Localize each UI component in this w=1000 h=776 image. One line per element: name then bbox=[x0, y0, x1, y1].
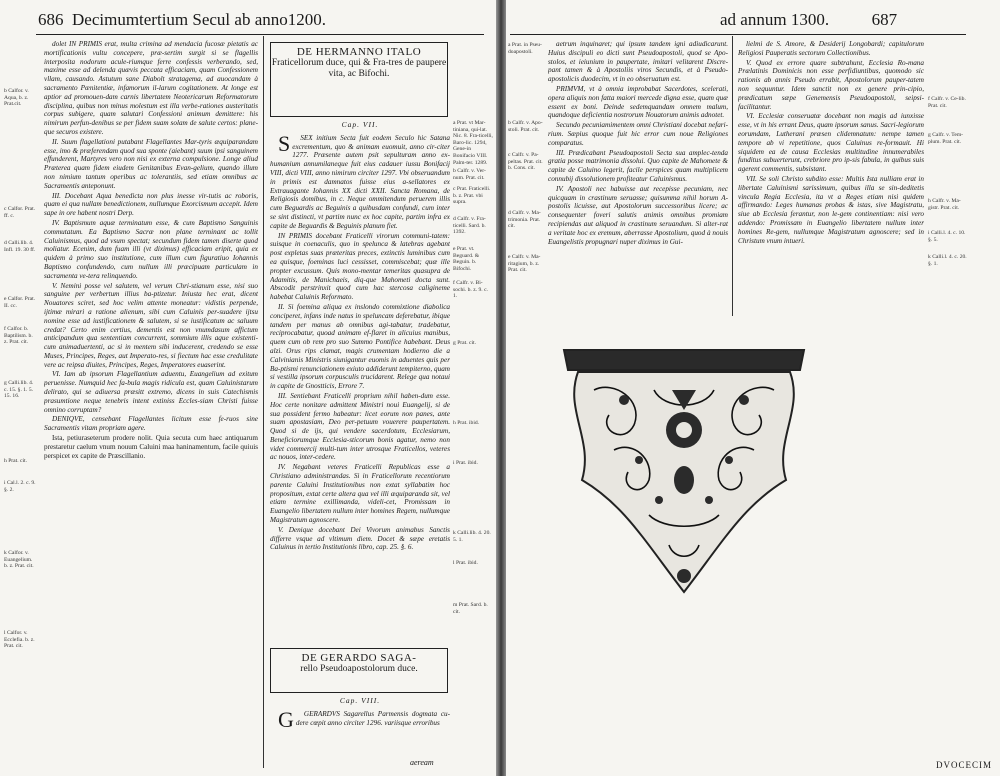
paragraph: III. Sentiebant Fraticelli proprium nihil haben-dum esse. Hoc certe nonitare admittent Ministri noui Euangelij, si de sua possident fermo habeatur: licet eorum non panes, ante suam apostasiam, Deo per-petuum vouerere paupertatem. Quod si de ijs, qui vendere sacerdotum, Ecclesiarum, Beneficiorumque Ecclesia-sticorum bonis agatur, nemo non videt commercij multi-tum inter utrosque Fraticellos, veteres ac nouos, inter-cedere. bbox=[270, 391, 450, 462]
paragraph: V. Nemini posse vel salutem, vel verum Chri-stianum esse, nisi suo sanguine per verbertum illius ba-ptizetur. Iniusta hec erat, dicent Nouatores sciret, sed hoc velim attente moneatur: vidistis perpende, ijtimæ mirari a ratione alienum, sibi cum Caluinis per-suadere ijtsu nomine esse ad iustificationem & salutem, si se iustificatum ac saluum credat? Certo enim certius, dementis est non vnumdasum affictum anticipandum qua sententiam concurrent, sommium illis aque existenti-cum animaduertenti, ac si in mentem sibi inducerent, credendo se esse Muses, Principes, Reges, aut Imperato-res, si fiectum hac esse credulitate vere ac reipsa diuites, Principes, Reges, Imperatores euaserint. bbox=[44, 281, 258, 369]
signature-mark: DVOCECIM bbox=[936, 760, 993, 770]
margin-note: h Calfr. v. Ma-gistr. Prat. cit. bbox=[928, 198, 961, 211]
catchword: aeream bbox=[410, 758, 434, 767]
heading-subline: rello Pseudoapostolorum duce. bbox=[300, 664, 418, 674]
paragraph: IV. Baptismum aquæ terminatum esse, & cum Baptismo Sanguinis commutatum. Ea Baptismo Sacræ non plane terminant ac tollit Caluinismus, quod ad vsum spectat; secundum fidem tamen diserte quod moliatur. Ecenim, dum fuam illi (vt diximus) efficaciam eripit, quia ex quidem à primo suo institutione, cum illum cum figuratiuo Iohannis Baptismo confundendo, cum nullum illi præcipuam particulam in sacramenta ve-tera relinquendo. bbox=[44, 218, 258, 280]
margin-note: a Prat. in Pseu-doapostoli. bbox=[508, 42, 542, 55]
left-page bbox=[0, 0, 496, 776]
left-column-1 bbox=[44, 40, 258, 768]
left-col2-margin bbox=[453, 120, 493, 640]
margin-note: b Calfr. v. Apo-stoli. Prat. cit. bbox=[508, 120, 543, 133]
margin-note: c Calfor. Prat. ff. c. bbox=[4, 206, 36, 219]
paragraph: V. Denique docebant Dei Vivorum animabus Sanctis differre vsque ad vltimum diem. Docet & sæpe eretatis Caluinus in tertio Institutionis libro, cap. 25. §. 6. bbox=[270, 525, 450, 552]
paragraph: IN PRIMIS docebant Fraticelli virorum communi-tatem: suisque in coenaculis, quo in spelunca & latebras agebant post expletas suas præteritas preces, extinctis luminibus cum ea quisque, foeminas luci cessisset, commiscebat; quæ ille propter excussum. Quis mono-mentar temeritas quasupra de Adamitis, de Manichaeis, diq-que Mahometi docta sunt. Abscodit perstrinxit quod cum hac stercosa caligineme habebat Caluinis Reformato. bbox=[270, 231, 450, 302]
heading-line: DE GERARDO SAGA- bbox=[301, 652, 417, 664]
paragraph: VII. Se soli Christo subdito esse: Multis Ista nulliam erat in libertate Caluinismi sarissimum, quibus illa se sin-deditetis vincula Regia Ecclesia, ita vt a Reges etiam nisi quidem affirmando: Leges humanas probas & istas, sive Magistratu, siue ab Ecclesia ferantur, non le-gem continentiam: nisi vero addendo: Promissam in Euangelio libertatem nullum inter homines Re-gem, nullumque Magistratum agnoscere; sed in Christum vnum intueri. bbox=[738, 174, 924, 245]
right-page-number: 687 bbox=[871, 10, 898, 29]
margin-note: d Calfr. v. Fra-ticelli. Sard. b. 1392. bbox=[453, 216, 486, 236]
margin-note: g Prat. cit. bbox=[453, 340, 476, 346]
left-page-number: 686 bbox=[38, 10, 64, 29]
chapter-heading-gerardo bbox=[270, 648, 448, 693]
paragraph: DENIQVE, censebant Flagellantes licitum esse fe-ruos sine Sacramentis vitam propriam agere. bbox=[44, 415, 258, 433]
left-col1-margin bbox=[4, 40, 40, 760]
margin-note: i Calli.l. 4. c. 10. §. 5. bbox=[928, 230, 966, 243]
margin-note: l Prat. ibid. bbox=[453, 560, 478, 566]
left-column-2-bottom bbox=[270, 694, 450, 756]
tailpiece-ornament bbox=[554, 330, 814, 600]
drop-cap: G bbox=[278, 706, 294, 732]
right-col2-margin bbox=[928, 40, 968, 320]
paragraph: III. Prædicabant Pseudoapostoli Secta sua amplec-tenda gratia posse matrimonia dissolui. Quo capite de Mahomete & capite de Caluino legerit, facile perspices quam multiplicem connubij dissolutionem profiteatur Caluinismus. bbox=[548, 148, 728, 183]
margin-note: c Prat. Fraticelli. b. z. Prat. vbi supra. bbox=[453, 186, 491, 206]
margin-note: k Calli.l. 4. c. 20. §. 1. bbox=[928, 254, 967, 267]
margin-note: k Calli.lib. 4. 20. 5. 1. bbox=[453, 530, 491, 543]
margin-note: e Calfr. v. Ma-ritagium, b. z. Prat. cit. bbox=[508, 254, 541, 274]
margin-note: g Calfr. v. Tem-plum. Prat. cit. bbox=[928, 132, 964, 145]
margin-note: e Calfor. Prat. II. cc. bbox=[4, 296, 36, 309]
margin-note: a Prat. vt Mar-tiniana, qui-lat. Nic. 8. Fra-ticelli, Baro-lic. 1294, Gene-in Bonifacio VIII. Palm-ter. 1289. bbox=[453, 120, 493, 166]
right-header-rule bbox=[510, 34, 966, 35]
right-page bbox=[506, 0, 1000, 776]
margin-note: d Calli.lib. 4. Infl. 19. 30 ff. bbox=[4, 240, 36, 253]
paragraph: G GERARDVS Sagarellus Parmensis dogmata cu-dere cœpit anno circiter 1296. variisque erroribus bbox=[270, 710, 450, 728]
book-gutter bbox=[496, 0, 506, 776]
margin-note: l Calfor. v. Ecclefia. b. z. Prat. cit. bbox=[4, 630, 35, 650]
paragraph: II. Si foemina aliqua ex inslondo commixtione diabolica conciperet, infans inde natus in speluncam deferebatur, ibique tandem per manus ab omnibus agi-tabatur, tradebatur, reciprocabatur, quoad animam ef-flaret in alicuius manibus, quem cum ob rem pro suo Summo Pontifice habebant. Deus alzi. Orus rips clamat, magis crumentam hodierno die a Calvinianis Ministris siunigantur euomis in aduentes quis per Ba-ptismi renunciationem exiuto addiderunt tempiterno, quam si vestilla ipsorum corpusculis trucidarent. Relege qua notaui in capite de Gnostticis, Errore 7. bbox=[270, 302, 450, 391]
paragraph: III. Docebant Aqua benedicta non plus inesse vir-tutis ac roboris, quam ei qua nullam benedictionem, nullumque Exorcismum accepit. Idem sape in ore habent nostri Derp. bbox=[44, 191, 258, 218]
margin-note: h Prat. ibid. bbox=[453, 420, 480, 426]
paragraph: aetrum inquinaret; qui ipsum tandem igni adiudicarunt. Huius discipuli eo dicti sunt Pseudoapostoli, quod se Apo-stolos, et ieiunium in paupertate, imitari velitarent Discre-pant tamen & à Apostoliis viros Secundis, et à Pseudo-apostolicis duodecim, vt in eo obseruatum est. bbox=[548, 40, 728, 84]
chapter-number: Cap. VII. bbox=[341, 120, 379, 129]
right-column-divider bbox=[732, 36, 733, 316]
chapter-heading-hermanno bbox=[270, 42, 448, 117]
margin-note: c Calfr. v. Pa-peltas. Prat. cit. b. Cons. cit. bbox=[508, 152, 543, 172]
left-header-rule bbox=[36, 34, 484, 35]
margin-note: f Calfr. v. Ce-lib. Prat. cit. bbox=[928, 96, 966, 109]
margin-note: k Calfor. v. Euangelium. b. z. Prat. cit. bbox=[4, 550, 34, 570]
margin-note: m Prat. Sard. b. cit. bbox=[453, 602, 488, 615]
margin-note: g Calli.lib. 4. c. 15. §. 1. 5. 15. 16. bbox=[4, 380, 34, 400]
margin-note: f Calfor. b. Baptilism. b. z. Prat. cit. bbox=[4, 326, 33, 346]
paragraph: II. Suum flagellationi putabant Flagellantes Mar-tyris æquiparandam esse, imo & præferendam quod sua sponte (aiebant) suum ipsi sanguinem effunderent, Martyres vero non nisi ex externa compulsione. Longe aliud Præterea quam fidem eiudem Genitanibus Evan-gelium, quando illum non nimium tantum operibus ac tolerantiis, sed etiam omnibus ac Sacramentis anteponunt. bbox=[44, 137, 258, 190]
margin-note: b Calfr. v. Ver-num. Prat. cit. bbox=[453, 168, 486, 181]
margin-note: h Prat. cit. bbox=[4, 458, 27, 464]
left-column-2 bbox=[270, 118, 450, 648]
right-column-2 bbox=[738, 40, 924, 312]
paragraph: Secundo pecuniamimentem omni Christiani docebat nefari-rium. Sæpius quoque fuit hic error cum noue Religiones comparatus. bbox=[548, 121, 728, 147]
heading-line: DE HERMANNO ITALO bbox=[296, 46, 422, 58]
paragraph: V. Quod ex errore quare subtrahunt, Ecclesia Ro-mana Prælatinis Dominicis non esse perfidiuntibus, quomodo sic rationis ab annis Pseudo errabit, Apostolorum pauper-tatem non sequuntur. Idem sanctit non ex genere prin-cipio, prædicatum sæpe Genemensis Pseudoapostoli, seipsi-facilitantur. bbox=[738, 58, 924, 111]
left-column-divider bbox=[263, 36, 264, 768]
paragraph: lielmi de S. Amore, & Desiderij Longobardi; capitulorum Religiosi Pauperatis sectorum Collectionibus. bbox=[738, 40, 924, 57]
paragraph: S SEX initium Secta fuit eodem Seculo hic Satana excrementum, quo & animam euomuit, anno cir-citer 1277. Præsente autem psit sepulturam anno ex-humanium annumilaneque fuit eius cadauer iussu Bonifacij VIII, dicti VIII, anno nimirum circiter 1297. Vbi obseruandum in primis est damnatos fuisse eius a-sellatores ex Extrauagante Iohannis XX dicti XXII. Sancta Romana, de Religiosis domibus, in c. Neque ommitendum peruerem illis cum Beguardis ac Beguinis a quibusdam confundi, cum inter se sint distincti, vt partim nunc ex hoc capite, partim infra ex capite de Beguardis & Beguinis planum fiet. bbox=[270, 130, 450, 230]
paragraph: IV. Apostoli nec habuisse aut recepisse pecuniam, nec quicquam in crastinum seruasse; quisumma nihil horum A-postolis licuisse, aut Apostolorum successoribus licere; ac consequenter foveri salutis animis omnibus promiam recipiendas aut aliquod in crastinum seruandum. Si alter-rat a veritate hoc ex eremum, aberrasse Apostolium, quod à nouis Euangelistis propugnari nuper diximus in Gui- bbox=[548, 184, 728, 246]
margin-note: i Prat. ibid. bbox=[453, 460, 478, 466]
drop-cap: S bbox=[278, 130, 291, 156]
heading-subline: Fraticellorum duce, qui & Fra-tres de paupere vita, ac Bifochi. bbox=[271, 58, 447, 79]
margin-note: e Prat. vt. Beguard. & Beguin. b. Bifochi. bbox=[453, 246, 480, 272]
right-column-1 bbox=[548, 40, 728, 312]
left-running-head bbox=[38, 10, 326, 30]
margin-note: b Calfor. v. Aqua, b. z. Prat.cit. bbox=[4, 88, 29, 108]
left-running-title: Decimumtertium Secul ab anno1200. bbox=[72, 10, 326, 29]
right-col1-margin bbox=[508, 40, 546, 340]
paragraph: PRIMVM, vt à omnia improbabat Sacerdotes, scelerati, opera aliquis non fatta maiori mercede digna esse, quam quæ essent ex boni. Deinde sedemquandam omnem malum, quandoque deficientia nostrorum Nouatorum animis adnotet. bbox=[548, 84, 728, 120]
right-running-head bbox=[720, 10, 897, 30]
paragraph: VI. Iam ab ipsorum Flagellantium aduentu, Euangelium ad exitum peruenisse. Numquid hec fa-bula magis ridicula est, quam Caluinistarum delirato, qui se adiuersa præsitt extremo, dicens in suis Catechismis prasumtione neque tenebris intent extiniss Eccles-siam Christi fuisse omnino corruptam? bbox=[44, 370, 258, 414]
paragraph: VI. Ecclesiæ conseruatæ docebant non magis ad iunxisse esse, vt in his errant Deus, quam ipsorum sanus. Sacri-legiorum eorumdam, Lutherani præsen clidemnatum: nempe tamen tempore ab vi repetitione, quos Caluinus re-formauit. Hi siquidem ea de causa Ecclesias multitudine innumerabiles funditus subuerterunt, crebriore pro ip-sis fabula, in quibus suis agerent commentis, subsistant. bbox=[738, 112, 924, 174]
margin-note: d Calfr. v. Ma-trimonia. Prat. cit. bbox=[508, 210, 541, 230]
chapter-number: Cap. VIII. bbox=[339, 696, 381, 705]
margin-note: i Cal.l. 2. c. 9. §. 2. bbox=[4, 480, 36, 493]
margin-note: f Calfr. v. Bi-sochi. b. z. 9. c. 1. bbox=[453, 280, 488, 300]
paragraph: Ista, petiuraseterum prodere nolit. Quia secuta cum haec antiquarum prestaretur caelum vnum nouum Caluini maa haninamentum, facile quiuis perspicet ex capite de Præscillanio. bbox=[44, 434, 258, 460]
paragraph: IV. Negabant veteres Fraticelli Republicas esse a Christiano administrandas. Si in Fraticellorum recentiorum parente Caluini Institutionibus non extat syllabatim hoc propositum, extat certe altera qua vel illi æquiparanda sit, vel etiam termine exillimanda, videli-cet, Promissam in Euangelio libertatem nullum inter homines Regem, nullumque Magistratum agnoscere. bbox=[270, 463, 450, 525]
paragraph: dolet IN PRIMIS erat, multa crimina ad mendacia fucosæ pietatis ac mortificationis vultu concepere, præ-sertim surgit si se flagellis interposita nodorum acule-riumque ferre confessis verberando, sed, maxime esse ad delenda quævis peccata efficaciam, quam Confessionem vllam, causando. Astutum sane Diabolt stratagema, ad auocandam à sacramento Pænitentiæ, infamorum il-larum cogitationem. At longe est aptior ad promouen-dam carnis libertatem Neotericarum Reformatorum disciplina, quibus non minus molestum est illa verbe-rationes austeritatis corpus subigere, quam salutari Confessioni animum demittere: his nimirum perfun-denibus se per fidem suam solam de salute certos: plane-que securos existere. bbox=[44, 40, 258, 136]
right-running-title: ad annum 1300. bbox=[720, 10, 830, 29]
